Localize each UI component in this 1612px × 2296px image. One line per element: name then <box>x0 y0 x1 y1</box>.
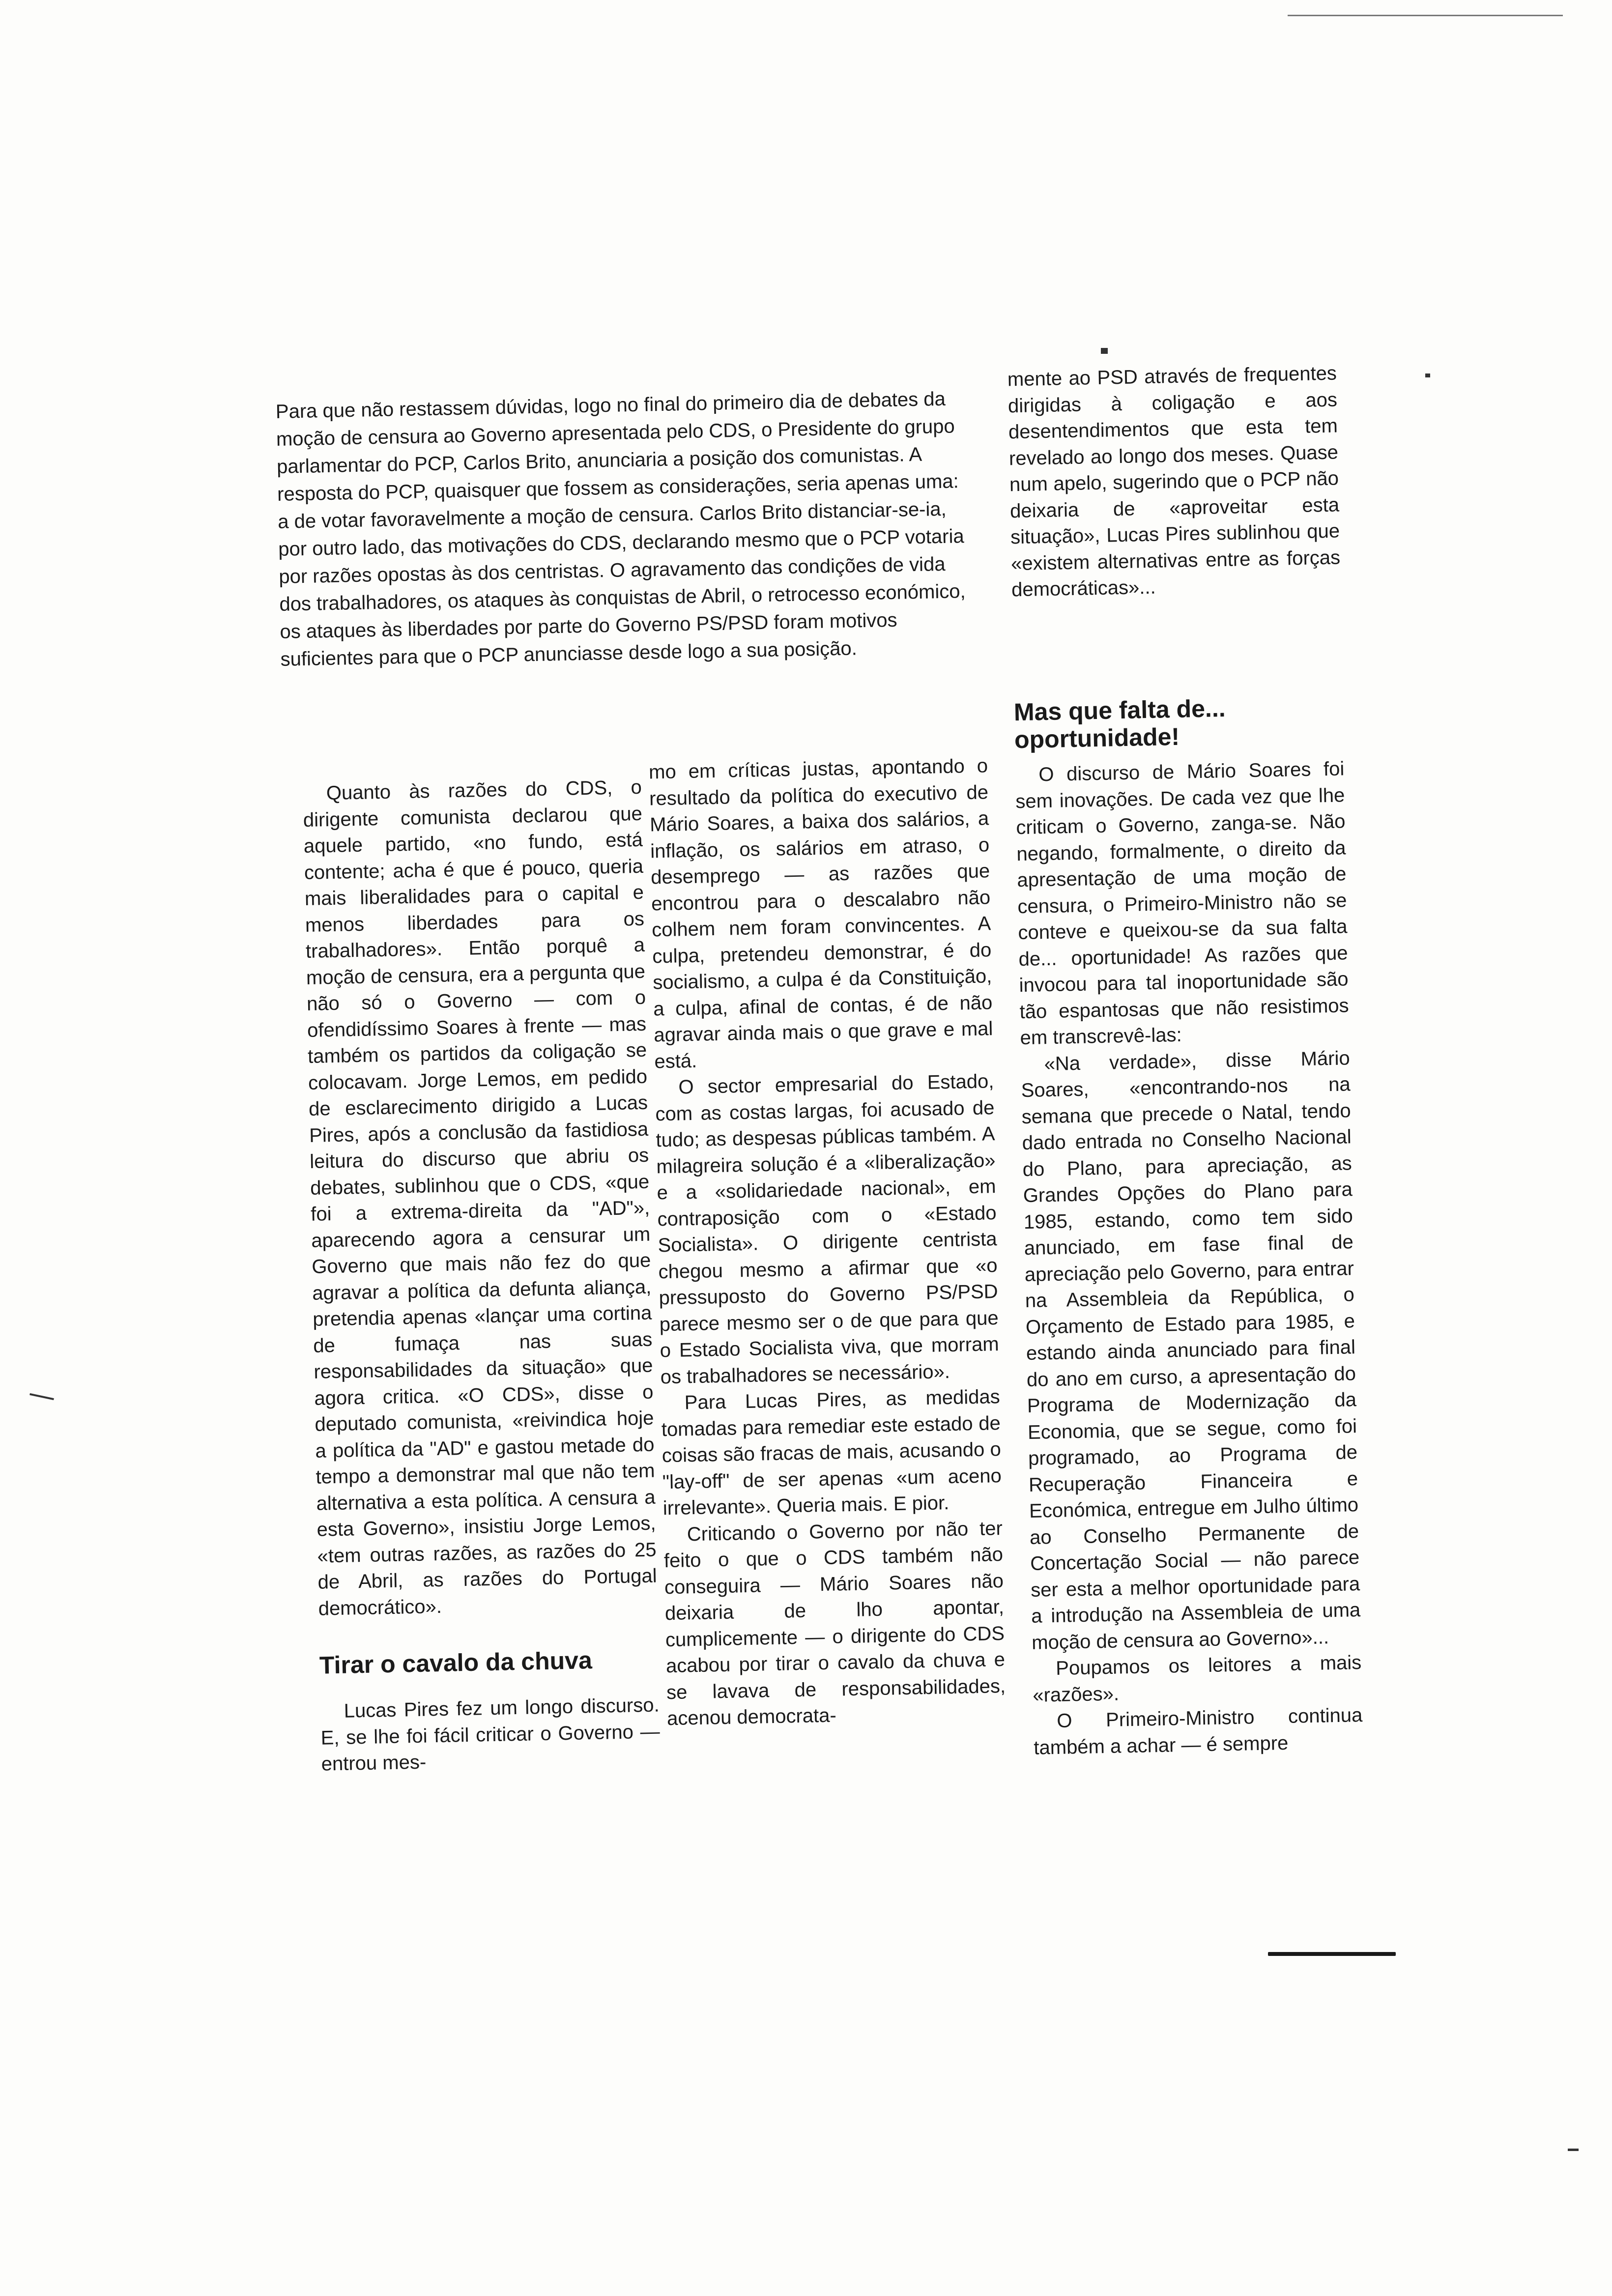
column-2 <box>649 753 1007 1732</box>
column-2-paragraph: O sector empresarial do Estado, com as costas largas, foi acusado de tudo; as despesas públicas também. A milagreira solução é a «liberalização» e a «solidariedade nacional», em contraposição com o «Estado Socialista». O dirigente centrista chegou mesmo a afirmar que «o pressuposto do Governo PS/PSD parece mesmo ser o de que para que o Estado Socialista viva, que morram os trabalhadores se necessário». <box>655 1070 1000 1388</box>
column-3-paragraph: mente ao PSD através de frequentes dirigidas à coligação e aos desentendimentos que esta tem revelado ao longo dos meses. Quase num apelo, sugerindo que o PCP não deixaria de «aproveitar esta situação», Lucas Pires sublinhou que «existem alternativas entre as forças democráticas»... <box>1007 362 1341 601</box>
column-3-paragraph: Poupamos os leitores a mais «razões». <box>1032 1652 1362 1706</box>
subheading-tirar-o-cavalo: Tirar o cavalo da chuva <box>319 1646 593 1679</box>
article-lead: Para que não restassem dúvidas, logo no final do primeiro dia de debates da moção de censura ao Governo apresentada pelo CDS, o Presidente do grupo parlamentar do PCP, Carlos Brito, anunciaria a posição dos comunistas. A resposta do PCP, quaisquer que fossem as considerações, seria apenas uma: a de votar favoravelmente a moção de censura. Carlos Brito distanciar-se-ia, por outro lado, das motivações do CDS, declarando mesmo que o PCP votaria por razões opostas às dos centristas. O agravamento das condições de vida dos trabalhadores, os ataques às conquistas de Abril, o retrocesso económico, os ataques às liberdades por parte do Governo PS/PSD foram motivos suficientes para que o PCP anunciasse desde logo a sua posição. <box>275 388 966 670</box>
scan-artifact-dot <box>1101 348 1108 354</box>
scan-artifact-top-line <box>1288 15 1563 16</box>
column-3-top <box>1007 361 1341 603</box>
scan-artifact-left-mark <box>29 1393 54 1400</box>
column-3 <box>1015 756 1363 1761</box>
column-1-paragraph: Quanto às razões do CDS, o dirigente comunista declarou que aquele partido, «no fundo, está contente; acha é que é pouco, queria mais liberalidades para o capital e menos liberdades para os trabalhadores». Então porquê a moção de censura, era a pergunta que não só o Governo — com o ofendidíssimo Soares à frente — mas também os partidos da coligação se colocavam. Jorge Lemos, em pedido de esclarecimento dirigido a Lucas Pires, após a conclusão da fastidiosa leitura do discurso que abriu os debates, sublinhou que o CDS, «que foi a extrema-direita da "AD"», aparecendo agora a censurar um Governo que mais não fez do que agravar a política da defunta aliança, pretendia apenas «lançar uma cortina de fumaça nas suas responsabilidades da situação» que agora critica. «O CDS», disse o deputado comunista, «reivindica hoje a política da "AD" e gastou metade do tempo a demonstrar mal que não tem alternativa a esta política. A censura a esta Governo», insistiu Jorge Lemos, «tem outras razões, as razões do 25 de Abril, as razões do Portugal democrático». <box>303 776 657 1620</box>
column-end-rule <box>1268 1952 1396 1956</box>
column-1-paragraph: Lucas Pires fez um longo discurso. E, se lhe foi fácil criticar o Governo — entrou mes- <box>320 1694 661 1775</box>
subheading-mas-que-falta: Mas que falta de... oportunidade! <box>1013 694 1226 754</box>
column-3-paragraph: O Primeiro-Ministro continua também a achar — é sempre <box>1033 1704 1363 1759</box>
column-1 <box>302 775 661 1778</box>
column-2-paragraph: Para Lucas Pires, as medidas tomadas para remediar este estado de coisas são fracas de mais, acusando o "lay-off" de ser apenas «um aceno irrelevante». Queria mais. E pior. <box>661 1386 1002 1520</box>
scan-artifact-dot <box>1425 373 1430 377</box>
column-3-paragraph: «Na verdade», disse Mário Soares, «encontrando-nos na semana que precede o Natal, tendo dado entrada no Conselho Nacional do Plano, para apreciação, as Grandes Opções do Plano para 1985, estando, como tem sido anunciado, em fase final de apreciação pelo Governo, para entrar na Assembleia da República, o Orçamento de Estado para 1985, e estando ainda anunciado para final do ano em curso, a apresentação do Programa de Modernização da Economia, que se segue, como foi programado, ao Programa de Recuperação Financeira e Económica, entregue em Julho último ao Conselho Permanente de Concertação Social — não parece ser esta a melhor oportunidade para a introdução na Assembleia de uma moção de censura ao Governo»... <box>1021 1047 1361 1654</box>
column-2-paragraph: Criticando o Governo por não ter feito o que o CDS também não conseguira — Mário Soares não deixaria de lho apontar, cumplicemente — o dirigente do CDS acabou por tirar o cavalo da chuva e se lavava de responsabilidades, acenou democrata- <box>663 1517 1006 1730</box>
scan-artifact-bottom-right <box>1568 2149 1579 2151</box>
article <box>275 362 1446 1990</box>
column-3-paragraph: O discurso de Mário Soares foi sem inovações. De cada vez que lhe criticam o Governo, zanga-se. Não negando, formalmente, o direito da apresentação de uma moção de censura, o Primeiro-Ministro não se conteve e queixou-se da sua falta de... oportunidade! As razões que invocou para tal inoportunidade são tão espantosas que não resistimos em transcrevê-las: <box>1015 758 1349 1049</box>
column-2-paragraph: mo em críticas justas, apontando o resultado da política do executivo de Mário Soares, a baixa dos salários, a inflação, os salários em atraso, o desemprego — as razões que encontrou para o descalabro não colhem nem foram convincentes. A culpa, pretendeu demonstrar, é do socialismo, a culpa é da Constituição, a culpa, afinal de contas, é de não agravar ainda mais o que grave e mal está. <box>648 755 993 1072</box>
